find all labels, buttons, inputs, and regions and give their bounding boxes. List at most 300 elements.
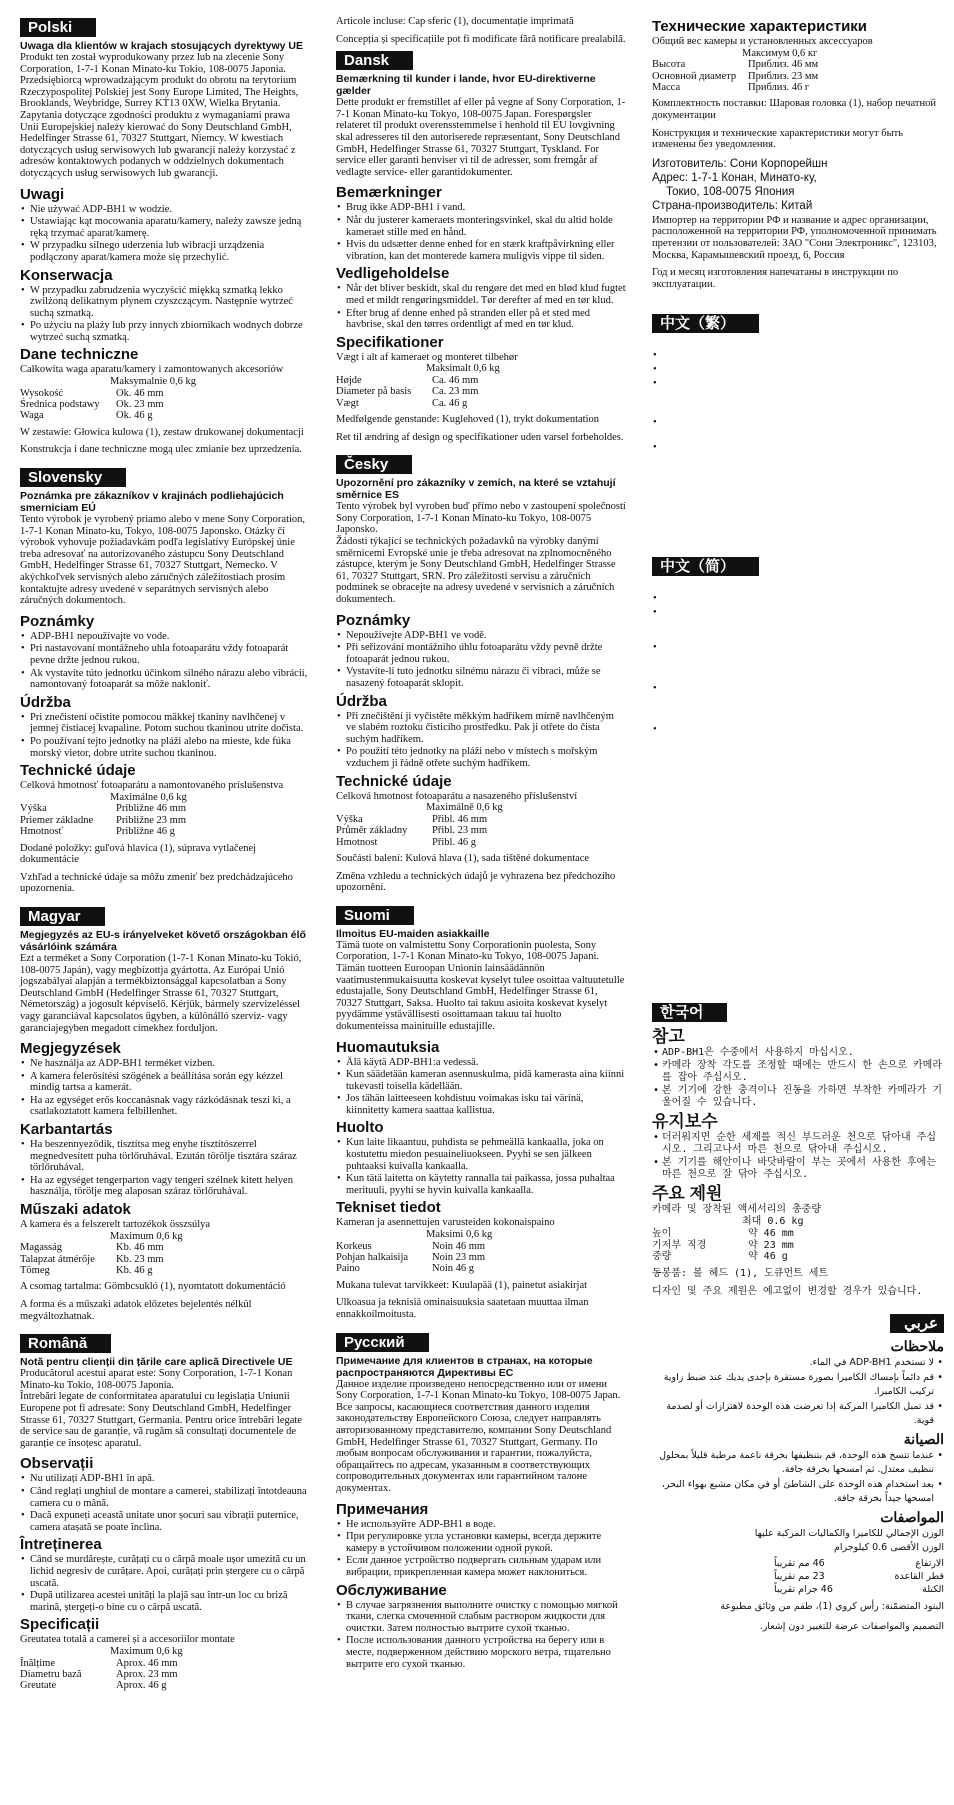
eu-notice-text: Dette produkt er fremstillet af eller på vegne af Sony Corporation, 1-7-1 Konan Minato-ku Tokyo, 108-0075 Japan. Forespørgsler relateret til produkt overensstemmelse i henhold til EU lovgivning skal adresseres til den autoriserede repræsentant, Sony Deutschland GmbH, Hedelfinger Strasse 61, 70327 Stuttgart, Tyskland. For service eller garanti henviser vi til de adresser, som fremgår af vedlagte service- eller garantidokumenter.	[336, 97, 626, 178]
table-row	[652, 59, 818, 70]
notes-list	[20, 1473, 310, 1533]
notes-heading: Bemærkninger	[336, 184, 442, 202]
included-items: Комплектность поставки: Шаровая головка (1), набор печатной документации	[652, 98, 936, 121]
table-row	[20, 388, 164, 399]
spec-heading: Tekniset tiedot	[336, 1199, 441, 1217]
spec-value: 46 جرام تقريباً	[774, 1583, 833, 1595]
spec-value: 23 مم تقريباً	[774, 1570, 825, 1582]
spec-heading: Műszaki adatok	[20, 1201, 131, 1219]
spec-value: Ok. 46 g	[116, 410, 153, 422]
notes-list	[20, 631, 310, 691]
list-item: • Po użyciu na plaży lub przy innych zbiornikach wodnych dobrze wytrzeć suchą szmatką.	[20, 320, 310, 343]
spec-total-weight: Celková hmotnost fotoaparátu a nasazeného příslušenství	[336, 790, 578, 802]
table-row	[336, 386, 478, 397]
disclaimer: التصميم والمواصفات عرضة للتغيير دون إشعار.	[759, 1620, 944, 1632]
section-magyar	[20, 901, 310, 1322]
list-item: • Po používaní tejto jednotky na pláži alebo na mieste, kde fúka morský vietor, dobre utrite suchou tkaninou.	[20, 736, 310, 759]
care-list	[652, 1449, 944, 1506]
table-row	[20, 1658, 178, 1669]
spec-total-weight: Vægt i alt af kameraet og monteret tilbehør	[336, 351, 518, 363]
list-item: • لا تستخدم ADP-BH1 في الماء.	[652, 1356, 944, 1370]
language-heading: 한국어	[652, 1003, 727, 1022]
spec-total-weight: Całkowita waga aparatu/kamery i zamontowanych akcesoriów	[20, 364, 284, 376]
spec-heading: المواصفات	[880, 1508, 944, 1525]
section-slovensky	[20, 462, 310, 895]
list-item: • ADP-BH1 nepoužívajte vo vode.	[20, 631, 310, 643]
language-heading: Suomi	[336, 906, 414, 925]
country-of-origin: Страна-производитель: Китай	[652, 199, 813, 212]
table-row	[20, 410, 164, 421]
included-items: 동봉품: 볼 헤드 (1), 도큐먼트 세트	[652, 1267, 829, 1279]
spec-value: Приблиз. 46 мм	[748, 59, 819, 71]
list-item: • Ne használja az ADP-BH1 terméket vízben.	[20, 1058, 310, 1070]
language-heading: Slovensky	[20, 468, 126, 487]
list-item: • Ha az egységet erős koccanásnak vagy rázkódásnak teszi ki, a csatlakoztatott kamera felbillenhet.	[20, 1095, 310, 1118]
spec-label: Średnica podstawy	[20, 399, 100, 411]
list-item: • Når du justerer kameraets monteringsvinkel, skal du altid holde kameraet stille med en hånd.	[336, 215, 626, 238]
spec-heading: Specifikationer	[336, 333, 444, 351]
list-item: • بعد استخدام هذه الوحدة على الشاطئ أو في مكان مشبع بهواء البحر، امسحها جيداً بخرقة جافة.	[652, 1478, 944, 1506]
list-item: • W przypadku zabrudzenia wyczyścić miękką szmatką lekko zwilżoną delikatnym płynem czyszczącym. Następnie wytrzeć suchą szmatką.	[20, 285, 310, 320]
table-row	[774, 1570, 944, 1583]
list-item: • قد تميل الكاميرا المركبة إذا تعرضت هذه الوحدة لاهتزازات أو لصدمة قوية.	[652, 1400, 944, 1428]
list-item: • 본 기기에 강한 충격이나 진동을 가하면 부착한 카메라가 기울어질 수 있습니다.	[652, 1085, 944, 1109]
spec-value: Ca. 46 g	[432, 397, 468, 409]
spec-label: Průměr základny	[336, 825, 408, 837]
included-items: البنود المتضمّنة: رأس كروي (1)، طقم من وثائق مطبوعة	[720, 1600, 944, 1612]
spec-value: Ok. 46 mm	[116, 387, 164, 399]
table-row	[336, 375, 478, 386]
list-item: • При регулировке угла установки камеры, всегда держите камеру в устойчивом положении одной рукой.	[336, 1531, 626, 1554]
notes-list	[336, 630, 626, 690]
care-list	[336, 283, 626, 330]
table-row	[336, 837, 487, 848]
spec-table	[652, 1228, 794, 1262]
spec-value: Aprox. 46 mm	[116, 1657, 178, 1669]
spec-heading: Dane techniczne	[20, 346, 139, 364]
care-heading: Údržba	[20, 693, 71, 711]
spec-value: Приблиз. 46 г	[748, 82, 810, 93]
spec-max-weight: Maximálne 0,6 kg	[110, 791, 187, 803]
list-item: • Når det bliver beskidt, skal du rengøre det med en blød klud fugtet med et mildt rengøringsmiddel. Tør derefter af med en tør klud.	[336, 283, 626, 306]
section-polski	[20, 18, 310, 456]
table-row	[336, 1241, 485, 1252]
notes-list	[652, 1356, 944, 1428]
spec-table	[20, 803, 186, 837]
spec-label: Înălțime	[20, 1657, 55, 1669]
spec-value: Približne 46 mm	[116, 803, 186, 815]
spec-table	[774, 1557, 944, 1596]
list-item	[652, 350, 944, 363]
spec-value: Noin 46 g	[432, 1263, 474, 1275]
disclaimer: Změna vzhledu a technických údajů je vyhrazena bez předchozího upozornění.	[336, 870, 616, 894]
eu-notice-text: Tento výrobok je vyrobený priamo alebo v mene Sony Corporation, 1-7-1 Konan Minato-ku, Tokyo, 108-0075 Japonsko. Otázky čí výrobok vyhovuje požiadavkám podľa legislatívy Európskej únie treba adresovať na autorizovaného zástupcu Sony Deutschland GmbH, Hedelfinger Strasse 61, 70327 Stuttgart, Nemecko. V akýchkoľvek servisných alebo záručných záležitostiach prosím kontaktujte adresy uvedené v separátnych servisných alebo záručných dokumentoch.	[20, 514, 306, 607]
list-item: • Când reglați unghiul de montare a camerei, stabilizați întotdeauna camera cu o mână.	[20, 1486, 310, 1509]
eu-notice-text: Данное изделие произведено непосредственно или от имени Sony Corporation, 1-7-1 Konan Minato-ku Tokyo, 108-0075 Japan. Все запросы, касающиеся соответствия данного изделия законодательству Европейского Союза, следует направлять авторизованному представителю, компании Sony Deutschland GmbH, Hedelfinger Strasse 61, 70327 Stuttgart, Germany. По любым вопросам обслуживания и гарантии, пожалуйста, обращайтесь по адресам, указанным в соответствующих сопроводительных документах или гарантийном талоне документах.	[336, 1378, 621, 1494]
column-2	[336, 16, 626, 1673]
included-items: Součásti balení: Kulová hlava (1), sada tištěné dokumentace	[336, 852, 590, 864]
spec-heading: 주요 제원	[652, 1184, 723, 1204]
included-items: Articole incluse: Cap sferic (1), documentație imprimată	[336, 16, 574, 27]
list-item: • Când se murdărește, curățați cu o cârpă moale ușor umezită cu un lichid negresiv de curățare. Apoi, curățați prin ștergere cu o cârpă uscată.	[20, 1554, 310, 1589]
table-row	[20, 1242, 164, 1253]
eu-notice-title: Upozornění pro zákazníky v zemích, na které se vztahují směrnice ES	[336, 477, 616, 502]
list-item: • Po použití této jednotky na pláži nebo v místech s mořským vzduchem ji řádně otřete suchým hadříkem.	[336, 746, 626, 769]
notes-heading: Poznámky	[336, 611, 411, 629]
eu-notice-text: Produkt ten został wyprodukowany przez lub na zlecenie Sony Corporation, 1-7-1 Konan Minato-ku Tokio, 108-0075 Japonia.	[20, 52, 286, 75]
list-item: • Ustawiając kąt mocowania aparatu/kamery, należy zawsze jedną ręką trzymać aparat/kamerę.	[20, 216, 310, 239]
language-heading: Polski	[20, 18, 96, 37]
spec-heading: Технические характеристики	[652, 18, 868, 35]
list-item: • Vystavíte-li tuto jednotku silnému nárazu či vibraci, může se nasazený fotoaparát sklopit.	[336, 666, 626, 689]
table-row	[20, 1254, 164, 1265]
spec-value: Přibl. 46 mm	[432, 813, 488, 825]
importer-info: Импортер на территории РФ и название и адрес организации, расположенной на территории РФ, уполномоченной принимать претензии от пользователей: ЗАО "Сони Электроникс", 123103, Москва, Карамышевский проезд, 6, Россия	[652, 214, 937, 261]
spec-value: Kb. 46 mm	[116, 1242, 164, 1254]
list-item	[652, 683, 944, 723]
table-row	[20, 803, 186, 814]
care-list	[336, 1600, 626, 1671]
spec-label: قطر القاعدة	[894, 1570, 944, 1582]
section-zh-tw	[652, 308, 944, 455]
care-heading: Vedligeholdelse	[336, 265, 450, 283]
list-item: • قم دائماً بإمساك الكاميرا بصورة مستقرة بإحدى يديك عند ضبط زاوية تركيب الكاميرا.	[652, 1371, 944, 1399]
table-row	[652, 71, 818, 82]
care-heading: Huolto	[336, 1119, 384, 1137]
notes-heading: Poznámky	[20, 612, 95, 630]
list-item	[652, 607, 944, 641]
notes-heading: Huomautuksia	[336, 1038, 440, 1056]
spec-value: Noin 23 mm	[432, 1252, 486, 1264]
notes-heading: Uwagi	[20, 185, 65, 203]
included-items: Mukana tulevat tarvikkeet: Kuulapää (1), painetut asiakirjat	[336, 1279, 588, 1291]
spec-value: Přibl. 46 g	[432, 836, 477, 848]
spec-table	[20, 1242, 164, 1276]
care-heading: Întreținerea	[20, 1536, 102, 1554]
list-item	[652, 442, 944, 455]
spec-label: Priemer základne	[20, 814, 94, 826]
eu-notice-text-2: Žádosti týkající se technických požadavků na výrobky danými směrnicemi Evropské unie je třeba adresovat na zplnomocněného zástupce, kterým je Sony Deutschland GmbH, Hedelfinger Strasse 61, 70327 Stuttgart, SRN. Pro záležitosti servisu a záručních podmínek se obracejte na adresy uvedené v servisních a záručních dokumentech.	[336, 536, 616, 606]
list-item: • Efter brug af denne enhed på stranden eller på et sted med havbrise, skal den tørres ordentligt af med en tør klud.	[336, 308, 626, 331]
spec-label: Højde	[336, 374, 362, 386]
care-heading: Údržba	[336, 692, 387, 710]
list-item: • Если данное устройство подвергать сильным ударам или вибрации, прикрепленная камера может наклониться.	[336, 1555, 626, 1578]
spec-max-weight: Maksimalt 0,6 kg	[426, 363, 500, 375]
notes-list	[336, 1057, 626, 1117]
eu-notice-title: Notă pentru clienții din țările care aplică Directivele UE	[20, 1356, 293, 1369]
care-heading: Konserwacja	[20, 266, 113, 284]
spec-total-weight: الوزن الإجمالي للكاميرا والكماليات المركبة عليها	[754, 1527, 944, 1539]
spec-label: 중량	[652, 1251, 672, 1263]
spec-max-weight: الوزن الأقصى 0.6 كيلوجرام	[833, 1541, 944, 1553]
list-item: • 카메라 장착 각도를 조정할 때에는 반드시 한 손으로 카메라를 잡아 주십시오.	[652, 1060, 944, 1084]
spec-max-weight: Максимум 0,6 кг	[742, 47, 818, 59]
table-row	[20, 815, 186, 826]
care-heading: Karbantartás	[20, 1121, 113, 1139]
spec-value: Aprox. 23 mm	[116, 1668, 178, 1680]
spec-heading: Technické údaje	[20, 762, 136, 780]
spec-label: 기저부 직경	[652, 1239, 707, 1251]
list-item: • După utilizarea acestei unități la plajă sau într-un loc cu briză marină, ștergeți-o bine cu o cârpă uscată.	[20, 1590, 310, 1613]
list-item	[652, 724, 944, 737]
table-row	[336, 1263, 485, 1274]
spec-label: الارتفاع	[915, 1557, 944, 1569]
list-item	[652, 593, 944, 606]
list-item: • Při seřizování montážního úhlu fotoaparátu vždy pevně držte fotoaparát jednou rukou.	[336, 642, 626, 665]
eu-notice-title: Megjegyzés az EU-s irányelveket követő országokban élő vásárlóink számára	[20, 928, 306, 953]
eu-notice-title: Примечание для клиентов в странах, на которые распространяются Директивы ЕС	[336, 1354, 593, 1379]
language-heading: Română	[20, 1334, 111, 1353]
care-list	[20, 285, 310, 344]
list-item: • 본 기기를 해안이나 바닷바람이 부는 곳에서 사용한 후에는 마른 천으로 잘 닦아 주십시오.	[652, 1157, 944, 1181]
list-item	[652, 417, 944, 441]
spec-max-weight: 최대 0.6 kg	[742, 1216, 804, 1228]
table-row	[20, 1669, 178, 1680]
spec-label: Основной диаметр	[652, 70, 737, 82]
list-item: • Ak vystavíte túto jednotku účinkom silného nárazu alebo vibrácií, namontovaný fotoaparát sa môže nakloniť.	[20, 668, 310, 691]
list-item: • Kun laite likaantuu, puhdista se pehmeällä kankaalla, joka on kostutettu miedon pesuaineliuokseen. Pyyhi se sen jälkeen puhtaaksi kuivalla kankaalla.	[336, 1137, 626, 1172]
spec-value: Kb. 46 g	[116, 1265, 153, 1277]
list-item: • В случае загрязнения выполните очистку с помощью мягкой ткани, слегка смоченной слабым раствором жидкости для очистки. Затем полностью вытрите сухой тканью.	[336, 1600, 626, 1635]
language-heading: Русский	[336, 1333, 429, 1352]
eu-notice-text-2: Przedsiębiorcą wprowadzającym produkt do obrotu na terytorium Rzeczypospolitej Polskiej jest Sony Europe Limited, The Heights, Brooklands, Weybridge, Surrey KT13 0XW, Wielka Brytania. Zapytania dotyczące zgodności produktu z wymaganiami prawa Unii Europejskiej należy kierować do Sony Deutschland GmbH, Hedelfinger Strasse 61, 70327 Stuttgart, Niemcy. W kwestiach dotyczących usług serwisowych lub gwarancji należy korzystać z adresów kontaktowych podanych w oddzielnych dokumentach dotyczących usług serwisowych lub gwarancji.	[20, 75, 299, 179]
list-item: • W przypadku silnego uderzenia lub wibracji urządzenia podłączony aparat/kamera może się przechylić.	[20, 240, 310, 263]
spec-max-weight: Maksimi 0,6 kg	[426, 1229, 493, 1241]
list-item: • Nu utilizați ADP-BH1 în apă.	[20, 1473, 310, 1485]
language-heading: Česky	[336, 455, 412, 474]
column-1	[20, 18, 310, 1697]
eu-notice-text: Tämä tuote on valmistettu Sony Corporationin puolesta, Sony Corporation, 1-7-1 Konan Minato-ku Tokyo, 108-0075 Japani. Tämän tuotteen Euroopan Unionin lainsäädännön vaatimustenmukaisuutta koskevat kyselyt tulee osoittaa valtuutetulle edustajalle, Sony Deutschland GmbH, Hedelfinger Strasse 61, 70327 Stuttgart, Saksa. Huolto tai takuu asioita koskevat kyselyt pyydämme ystävällisesti osoittamaan takuu tai huolto dokumenteissa mainituille edustajille.	[336, 939, 625, 1032]
eu-notice-text: Producătorul acestui aparat este: Sony Corporation, 1-7-1 Konan Minato-ku Tokio, 108-0075 Japonia.	[20, 1368, 293, 1391]
section-cesky	[336, 449, 626, 893]
notes-heading: Примечания	[336, 1500, 429, 1518]
care-heading: Обслуживание	[336, 1581, 447, 1599]
section-russkiy	[336, 1327, 626, 1670]
spec-label: Wysokość	[20, 387, 64, 399]
notes-list	[336, 202, 626, 262]
spec-value: Kb. 23 mm	[116, 1253, 164, 1265]
eu-notice-title: Poznámka pre zákazníkov v krajinách podliehajúcich smerniciam EÚ	[20, 490, 284, 515]
notes-list	[652, 350, 944, 455]
eu-notice-title: Ilmoitus EU-maiden asiakkaille	[336, 927, 490, 940]
table-row	[774, 1557, 944, 1570]
table-row	[20, 1265, 164, 1276]
list-item	[652, 378, 944, 416]
included-items: W zestawie: Głowica kulowa (1), zestaw drukowanej dokumentacji	[20, 426, 304, 438]
eu-notice-title: Uwaga dla klientów w krajach stosujących dyrektywy UE	[20, 40, 304, 52]
table-row	[652, 1251, 794, 1262]
spec-total-weight: A kamera és a felszerelt tartozékok összsúlya	[20, 1219, 211, 1231]
spec-heading: Technické údaje	[336, 772, 452, 790]
spec-label: Korkeus	[336, 1240, 372, 1252]
included-items: A csomag tartalma: Gömbcsukló (1), nyomtatott dokumentáció	[20, 1281, 286, 1293]
spec-total-weight: Общий вес камеры и установленных аксессуаров	[652, 36, 873, 47]
spec-value: Približne 46 g	[116, 826, 175, 838]
list-item: • Не используйте ADP-BH1 в воде.	[336, 1519, 626, 1531]
spec-total-weight: 카메라 및 장착된 액세서리의 총중량	[652, 1204, 821, 1216]
language-heading: عربي	[890, 1314, 944, 1333]
eu-notice-text: Tento výrobek byl vyroben buď přímo nebo v zastoupení společností Sony Corporation, 1-7-1 Konan Minato-ku Tokyo, 108-0075 Japonsko.	[336, 501, 626, 536]
spec-label: Diametru bază	[20, 1668, 82, 1680]
section-romana	[20, 1328, 310, 1692]
list-item: • Kun tätä laitetta on käytetty rannalla tai paikassa, jossa puhaltaa merituuli, pyyhi se hyvin kuivalla kankaalla.	[336, 1173, 626, 1196]
spec-label: Výška	[20, 803, 47, 815]
notes-heading: Megjegyzések	[20, 1040, 121, 1058]
table-row	[774, 1583, 944, 1596]
spec-label: Hmotnost	[336, 836, 378, 848]
care-list	[20, 1554, 310, 1613]
included-items: Medfølgende genstande: Kuglehoved (1), trykt dokumentation	[336, 414, 600, 426]
section-romana-continued	[336, 16, 626, 45]
manufacture-date-note: Год и месяц изготовления напечатаны в инструкции по эксплуатации.	[652, 267, 899, 290]
spec-value: Aprox. 46 g	[116, 1680, 167, 1692]
care-list	[20, 1139, 310, 1198]
spec-label: Talapzat átmérője	[20, 1253, 95, 1265]
table-row	[20, 399, 164, 410]
notes-list	[652, 593, 944, 737]
list-item: • A kamera felerősítési szögének a beállítása során egy kézzel mindig tartsa a kamerát.	[20, 1071, 310, 1094]
table-row	[652, 82, 818, 93]
list-item: • Jos tähän laitteeseen kohdistuu voimakas isku tai värinä, kiinnitetty kamera saattaa kallistua.	[336, 1093, 626, 1116]
list-item: • Hvis du udsætter denne enhed for en stærk kraftpåvirkning eller vibration, kan det monterede kamera muligvis vippe til siden.	[336, 239, 626, 262]
manufacturer-info	[652, 157, 944, 213]
manufacturer-name: Изготовитель: Сони Корпорейшн	[652, 157, 828, 170]
list-item: • После использования данного устройства на берегу или в месте, подверженном действию морского ветра, тщательно вытрите его сухой тканью.	[336, 1635, 626, 1670]
section-suomi	[336, 900, 626, 1321]
section-russkiy-continued	[652, 18, 944, 290]
disclaimer: Concepția și specificațiile pot fi modificate fără notificare prealabilă.	[336, 33, 626, 45]
list-item: • Kun säädetään kameran asennuskulma, pidä kamerasta aina kiinni tukevasti toisella kädellään.	[336, 1069, 626, 1092]
list-item: • Pri nastavovaní montážneho uhla fotoaparátu vždy fotoaparát pevne držte jednou rukou.	[20, 643, 310, 666]
care-list	[336, 1137, 626, 1196]
list-item: • Nie używać ADP-BH1 w wodzie.	[20, 204, 310, 216]
spec-label: Высота	[652, 59, 686, 71]
included-items: Dodané položky: guľová hlavica (1), súprava vytlačenej dokumentácie	[20, 842, 257, 866]
spec-table	[336, 375, 478, 409]
care-list	[336, 711, 626, 770]
spec-table	[336, 814, 487, 848]
language-heading: 中文（简）	[652, 557, 759, 576]
spec-value: 약 46 g	[748, 1251, 788, 1263]
spec-table	[652, 59, 818, 93]
disclaimer: 디자인 및 주요 제원은 예고없이 변경할 경우가 있습니다.	[652, 1285, 923, 1297]
care-list	[20, 712, 310, 759]
spec-label: Масса	[652, 82, 681, 93]
table-row	[336, 398, 478, 409]
spec-label: الكتلة	[922, 1583, 944, 1595]
language-heading: Magyar	[20, 907, 105, 926]
care-heading: الصيانة	[903, 1430, 944, 1447]
manufacturer-address: Адрес: 1-7-1 Конан, Минато-ку,	[652, 171, 817, 184]
care-list	[652, 1132, 944, 1181]
list-item	[652, 364, 944, 377]
spec-table	[20, 388, 164, 422]
spec-heading: Specificații	[20, 1616, 100, 1634]
disclaimer: Ulkoasua ja teknisiä ominaisuuksia saatetaan muuttaa ilman ennakkoilmoitusta.	[336, 1297, 589, 1321]
section-dansk	[336, 51, 626, 443]
spec-value: Približne 23 mm	[116, 814, 186, 826]
list-item: • Ha beszennyeződik, tisztítsa meg enyhe tisztítószerrel megnedvesített puha törlőruhával. Ezután törölje tisztára száraz törlőruhával.	[20, 1139, 310, 1174]
list-item: • Dacă expuneți această unitate unor șocuri sau vibrații puternice, camera atașată se poate înclina.	[20, 1510, 310, 1533]
spec-value: 약 46 mm	[748, 1228, 794, 1240]
eu-notice-text: Ezt a terméket a Sony Corporation (1-7-1 Konan Minato-ku Tokió, 108-0075 Japán), vagy megbízottja gyártotta. Az Európai Unió jogszabályai alapján a termékbiztonsággal kapcsolatban a Sony Deutschland GmbH (Hedelfinger Strasse 61, 70327 Stuttgart, Németország) a jogosult képviselő. Kérjük, bármely szervizeléssel vagy garanciával kapcsolatos ügyben, a különálló szerviz- vagy garanciajegyben megadott címekhez forduljon.	[20, 952, 302, 1034]
spec-label: Diameter på basis	[336, 386, 412, 398]
eu-notice-text-2: Întrebări legate de conformitatea aparatului cu legislația Uniunii Europene pot fi adresate: Sony Deutschland GmbH, Hedelfinger Strasse 61, 70327 Stuttgart, Germania. Pentru orice întrebări legate de service sau de garanție, vă rugăm să consultați documentele de garanție ce însoțesc aparatul.	[20, 1391, 302, 1449]
notes-heading: Observații	[20, 1455, 94, 1473]
spec-value: 46 مم تقريباً	[774, 1557, 825, 1569]
spec-label: Tömeg	[20, 1265, 50, 1277]
spec-label: Hmotnosť	[20, 826, 63, 838]
list-item: • Při znečištění ji vyčistěte měkkým hadříkem mírně navlhčeným ve slabém roztoku čisticího prostředku. Pak ji otřete do čista suchým hadříkem.	[336, 711, 626, 746]
spec-table	[20, 1658, 178, 1692]
spec-max-weight: Maximálně 0,6 kg	[426, 802, 503, 814]
spec-label: Waga	[20, 410, 44, 422]
spec-value: 약 23 mm	[748, 1239, 794, 1251]
language-heading: 中文（繁）	[652, 314, 759, 333]
spec-max-weight: Maximum 0,6 kg	[110, 1645, 183, 1657]
table-row	[20, 826, 186, 837]
disclaimer: Конструкция и технические характеристики могут быть изменены без уведомления.	[652, 127, 904, 151]
list-item: • عندما تتسخ هذه الوحدة، قم بتنظيفها بخرقة ناعمة مرطبة قليلاً بمحلول تنظيف معتدل. ثم امسحها بخرقة جافة.	[652, 1449, 944, 1477]
spec-value: Přibl. 23 mm	[432, 825, 488, 837]
spec-label: Paino	[336, 1263, 360, 1275]
table-row	[336, 825, 487, 836]
disclaimer: Ret til ændring af design og specifikationer uden varsel forbeholdes.	[336, 431, 624, 443]
eu-notice-title: Bemærkning til kunder i lande, hvor EU-direktiverne gælder	[336, 73, 596, 98]
notes-list	[652, 1047, 944, 1109]
disclaimer: Vzhľad a technické údaje sa môžu zmeniť bez predchádzajúceho upozornenia.	[20, 871, 293, 895]
section-arabic	[652, 1308, 944, 1634]
spec-label: Výška	[336, 813, 363, 825]
care-heading: 유지보수	[652, 1112, 718, 1132]
list-item: • ADP-BH1은 수중에서 사용하지 마십시오.	[652, 1047, 944, 1059]
disclaimer: A forma és a műszaki adatok előzetes bejelentés nélkül megváltozhatnak.	[20, 1299, 252, 1322]
spec-table	[336, 1241, 485, 1275]
section-korean	[652, 997, 944, 1297]
table-row	[20, 1680, 178, 1691]
column-3	[652, 18, 944, 1640]
table-row	[336, 814, 487, 825]
notes-heading: 참고	[652, 1027, 685, 1047]
spec-total-weight: Kameran ja asennettujen varusteiden kokonaispaino	[336, 1217, 555, 1229]
spec-value: Ok. 23 mm	[116, 399, 164, 411]
spec-total-weight: Celková hmotnosť fotoaparátu a namontovaného príslušenstva	[20, 780, 284, 792]
spec-value: Ca. 23 mm	[432, 386, 479, 398]
spec-label: Magasság	[20, 1242, 62, 1254]
table-row	[336, 1252, 485, 1263]
disclaimer: Konstrukcja i dane techniczne mogą ulec zmianie bez uprzedzenia.	[20, 444, 302, 456]
notes-list	[20, 1058, 310, 1118]
spec-label: Pohjan halkaisija	[336, 1252, 409, 1264]
table-row	[652, 1240, 794, 1251]
spec-max-weight: Maximum 0,6 kg	[110, 1230, 183, 1242]
spec-max-weight: Maksymalnie 0,6 kg	[110, 376, 197, 388]
spec-total-weight: Greutatea totală a camerei și a accesoriilor montate	[20, 1634, 235, 1646]
list-item: • Pri znečistení očistite pomocou mäkkej tkaniny navlhčenej v jemnej čistiacej kvapaline. Potom suchou tkaninou utrite dočista.	[20, 712, 310, 735]
spec-value: Приблиз. 23 мм	[748, 70, 819, 82]
section-zh-cn	[652, 551, 944, 737]
list-item: • Nepoužívejte ADP-BH1 ve vodě.	[336, 630, 626, 642]
spec-value: Ca. 46 mm	[432, 374, 479, 386]
spec-label: Vægt	[336, 397, 359, 409]
list-item: • Ha az egységet tengerparton vagy tengeri szélnek kitett helyen használja, törölje meg alaposan száraz törlőruhával.	[20, 1175, 310, 1198]
table-row	[652, 1228, 794, 1239]
list-item: • Brug ikke ADP-BH1 i vand.	[336, 202, 626, 214]
language-heading: Dansk	[336, 51, 413, 70]
list-item	[652, 642, 944, 682]
spec-label: Greutate	[20, 1680, 57, 1692]
notes-list	[20, 204, 310, 264]
